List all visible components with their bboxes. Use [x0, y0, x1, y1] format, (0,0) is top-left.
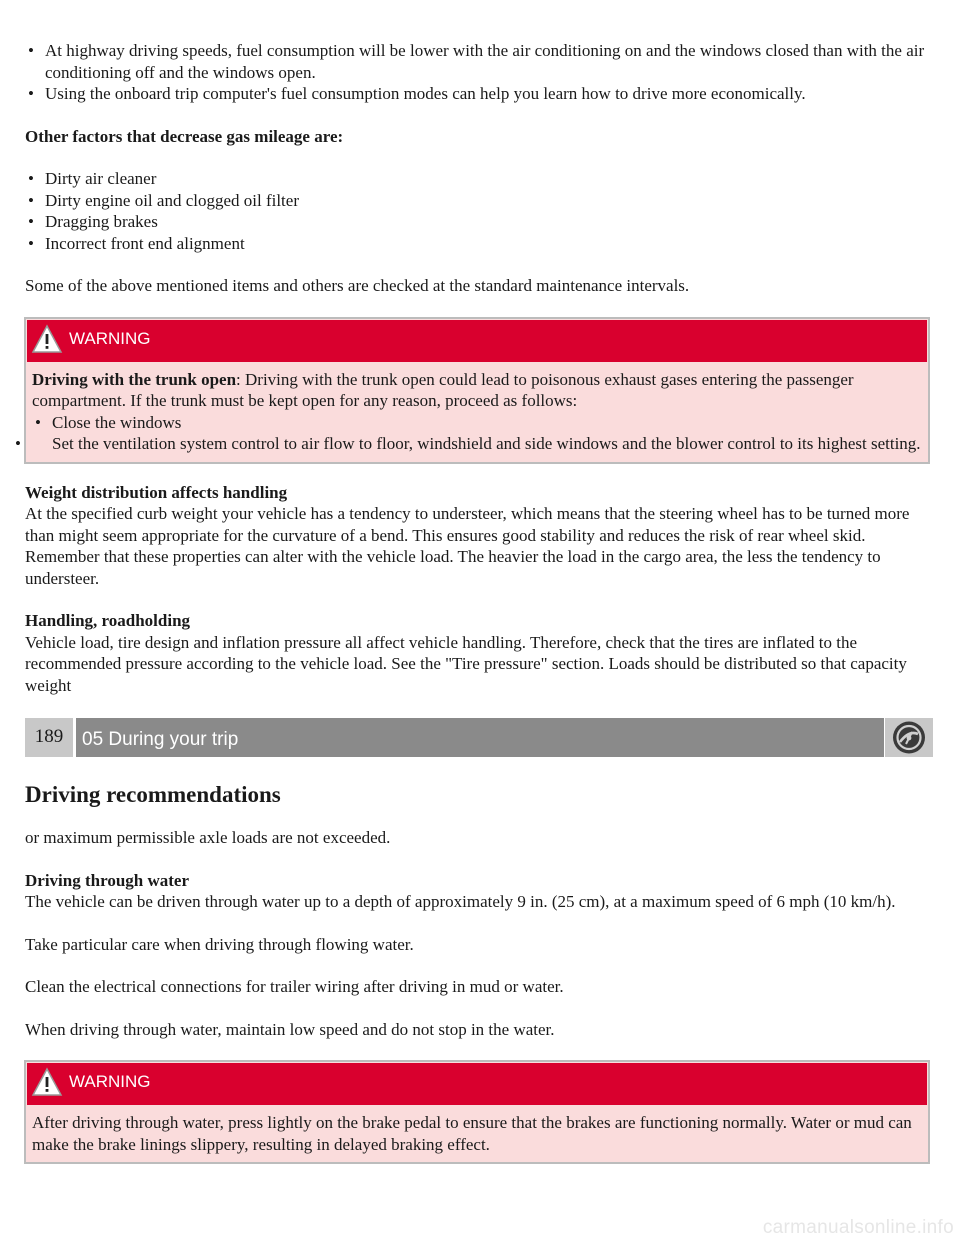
handling-text: Vehicle load, tire design and inflation pressure all affect vehicle handling. Therefore, check that the tires are inflated to the recommended pressure according to the vehicle load. See the "Tire pressure" section. Loads should be distributed so that capacity weight	[25, 632, 907, 695]
list-item: • Dirty engine oil and clogged oil filter	[45, 190, 935, 212]
warning-lead: Driving with the trunk open	[32, 369, 237, 389]
warning-triangle-icon	[31, 324, 63, 354]
weight-text: At the specified curb weight your vehicle has a tendency to understeer, which means that the steering wheel has to be turned more than might seem appropriate for the curvature of a bend. This ensures good stability and reduces the risk of rear wheel skid. Remember that these properties can alter with the vehicle load. The heavier the load in the cargo area, the less the tendency to understeer.	[25, 504, 910, 588]
page-number: 189	[25, 718, 73, 757]
warning-box-water	[24, 1060, 930, 1164]
list-item: • Incorrect front end alignment	[45, 233, 935, 255]
page-top	[25, 40, 935, 696]
warning-label: WARNING	[69, 328, 151, 348]
warning-header	[27, 1063, 927, 1105]
continuation-text: or maximum permissible axle loads are not exceeded.	[25, 828, 391, 847]
fuel-tips-list	[25, 40, 935, 105]
warning-text: After driving through water, press lightly on the brake pedal to ensure that the brakes are functioning normally. Water or mud can make the brake linings slippery, resulting in delayed braking effect.	[32, 1113, 912, 1154]
warning-text	[32, 369, 922, 412]
list-item: • Close the windows	[52, 412, 922, 434]
warning-header	[27, 320, 927, 362]
weight-heading: Weight distribution affects handling	[25, 482, 288, 502]
water-text: The vehicle can be driven through water up to a depth of approximately 9 in. (25 cm), at a maximum speed of 6 mph (10 km/h).	[25, 892, 896, 911]
water-paragraph: When driving through water, maintain low speed and do not stop in the water.	[25, 1019, 555, 1039]
warning-body	[26, 1106, 928, 1162]
warning-steps	[32, 412, 922, 455]
other-factors-heading: Other factors that decrease gas mileage are:	[25, 126, 344, 146]
list-item: • Dirty air cleaner	[45, 168, 935, 190]
list-item: • At highway driving speeds, fuel consumption will be lower with the air conditioning on and the windows closed than with the air conditioning off and the windows open.	[45, 40, 935, 83]
watermark: carmanualsonline.info	[762, 1216, 954, 1238]
water-paragraph: Take particular care when driving through flowing water.	[25, 934, 414, 954]
list-item: • Using the onboard trip computer's fuel consumption modes can help you learn how to drive more economically.	[45, 83, 935, 105]
chapter-icon-cell	[885, 718, 933, 757]
warning-lead-text: : Driving with the trunk open could lead to poisonous exhaust gases entering the passenger compartment. If the trunk must be kept open for any reason, proceed as follows:	[32, 369, 854, 410]
handling-heading: Handling, roadholding	[25, 611, 191, 630]
water-paragraph: Clean the electrical connections for trailer wiring after driving in mud or water.	[25, 977, 564, 996]
list-item: • Dragging brakes	[45, 211, 935, 233]
list-item	[32, 433, 922, 455]
page-bottom	[25, 827, 935, 1164]
steering-wheel-icon	[885, 718, 933, 757]
list-item-text: Set the ventilation system control to air flow to floor, windshield and side windows and the blower control to its highest setting.	[52, 434, 921, 453]
warning-body	[26, 363, 928, 462]
chapter-bar	[25, 718, 933, 757]
other-factors-list	[25, 168, 935, 254]
warning-box-trunk	[24, 317, 930, 464]
section-title: Driving recommendations	[25, 782, 281, 807]
water-heading: Driving through water	[25, 870, 190, 890]
warning-label: WARNING	[69, 1072, 151, 1091]
warning-triangle-icon	[31, 1067, 63, 1097]
maintenance-note: Some of the above mentioned items and others are checked at the standard maintenance intervals.	[25, 276, 690, 295]
chapter-title: 05 During your trip	[76, 718, 884, 757]
